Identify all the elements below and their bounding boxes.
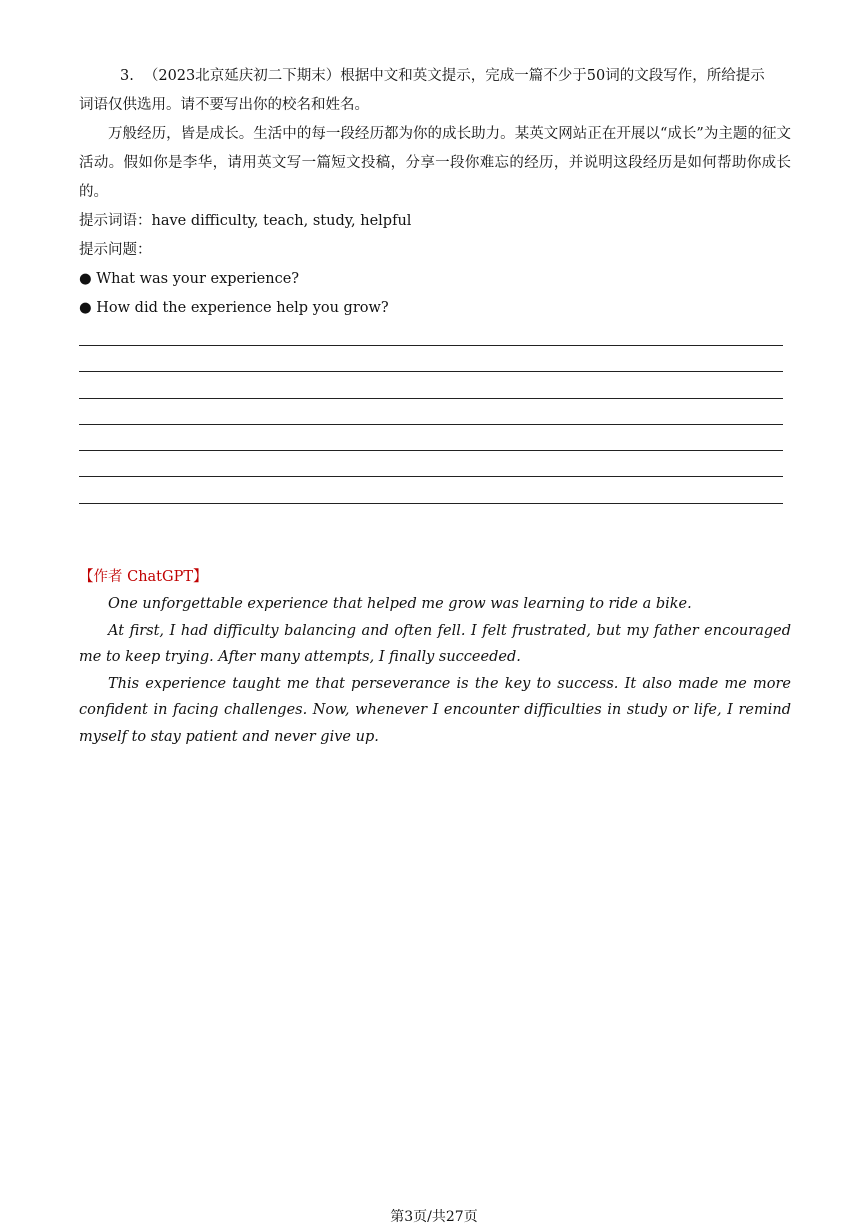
question-instruction: （2023北京延庆初二下期末）根据中文和英文提示，完成一篇不少于50词的文段写作，所给提示 (143, 68, 765, 84)
question-prompt: 万般经历，皆是成长。生活中的每一段经历都为你的成长助力。某英文网站正在开展以“成长”为主题的征文活动。假如你是李华，请用英文写一篇短文投稿，分享一段你难忘的经历，并说明这段经历是如何帮助你成长的。 (79, 126, 791, 200)
answer-paragraph-3: This experience taught me that perseverance is the key to success. It also made me more confident in facing challenges. Now, whenever I encounter difficulties in study or life, I remind myself to stay patient and never give up. (79, 675, 791, 745)
writing-line (79, 345, 783, 371)
hint-questions-label: 提示问题： (79, 242, 152, 258)
writing-lines (79, 345, 783, 529)
question-block (79, 62, 791, 323)
hint-words-text: have difficulty, teach, study, helpful (151, 213, 412, 229)
answer-paragraph-2: At first, I had difficulty balancing and often fell. I felt frustrated, but my father encouraged me to keep trying. After many attempts, I finally succeeded. (79, 622, 791, 665)
hint-question-1: ● What was your experience? (79, 271, 300, 287)
writing-line (79, 450, 783, 476)
question-instruction-cont: 词语仅供选用。请不要写出你的校名和姓名。 (79, 97, 369, 113)
writing-line (79, 371, 783, 397)
question-line-1 (79, 62, 791, 91)
hint-words (79, 207, 791, 236)
answer-essay (79, 591, 791, 750)
hint-words-label: 提示词语： (79, 213, 152, 229)
question-number: 3. (120, 68, 134, 84)
writing-line (79, 503, 783, 529)
author-label: 【作者 ChatGPT】 (79, 569, 208, 585)
writing-line (79, 398, 783, 424)
hint-question-2: ● How did the experience help you grow? (79, 300, 389, 316)
page-number: 第3页/共27页 (390, 1209, 478, 1225)
writing-line (79, 476, 783, 502)
answer-paragraph-1: One unforgettable experience that helped me grow was learning to ride a bike. (108, 596, 692, 612)
writing-line (79, 424, 783, 450)
